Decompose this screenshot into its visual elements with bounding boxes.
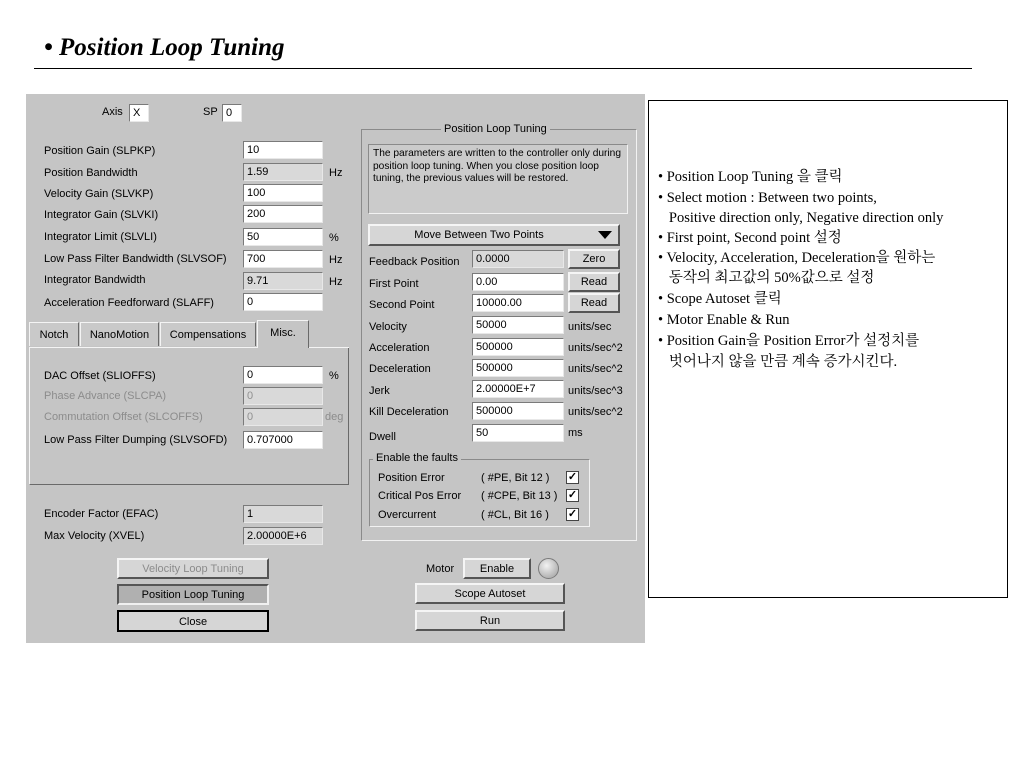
instruction-line: • Position Gain을 Position Error가 설정치를	[658, 333, 920, 349]
misc-unit: deg	[325, 411, 344, 423]
read-first-button[interactable]: Read	[568, 272, 620, 292]
instruction-line: • Select motion : Between two points,	[658, 190, 877, 206]
motion-param-unit: units/sec^2	[568, 363, 623, 375]
instruction-line: 벗어나지 않을 만큼 계속 증가시킨다.	[658, 354, 898, 370]
second-point-field[interactable]: 10000.00	[472, 294, 564, 312]
param-label: Acceleration Feedforward (SLAFF)	[44, 297, 214, 309]
instruction-line: • First point, Second point 설정	[658, 230, 842, 246]
tab-edge	[309, 347, 349, 348]
param-unit: %	[329, 232, 339, 244]
tab-misc[interactable]: Misc.	[257, 320, 309, 348]
misc-label: Commutation Offset (SLCOFFS)	[44, 411, 203, 423]
xvel-label: Max Velocity (XVEL)	[44, 530, 145, 542]
param-unit: Hz	[329, 276, 343, 288]
velocity-loop-tuning-button[interactable]: Velocity Loop Tuning	[117, 558, 269, 579]
motion-param-label: Kill Deceleration	[369, 406, 449, 418]
deceleration-field[interactable]: 500000	[472, 359, 564, 377]
dwell-field[interactable]: 50	[472, 424, 564, 442]
feedback-position-field: 0.0000	[472, 250, 564, 268]
instruction-line: • Motor Enable & Run	[658, 312, 790, 328]
misc-label: Phase Advance (SLCPA)	[44, 390, 167, 402]
scope-autoset-button[interactable]: Scope Autoset	[415, 583, 565, 604]
motion-param-label: Acceleration	[369, 342, 430, 354]
overcurrent-checkbox[interactable]: ✓	[567, 508, 578, 520]
efac-label: Encoder Factor (EFAC)	[44, 508, 159, 520]
motion-param-unit: units/sec^2	[568, 342, 623, 354]
integrator-bandwidth-field: 9.71	[243, 272, 323, 290]
critical-pos-error-checkbox[interactable]: ✓	[567, 489, 578, 501]
faults-title: Enable the faults	[373, 452, 461, 464]
velocity-gain-field[interactable]: 100	[243, 184, 323, 202]
motion-param-unit: units/sec^2	[568, 406, 623, 418]
info-text: The parameters are written to the controller only during position loop tuning. When you close position loop tuning, the previous values will be restored.	[373, 148, 622, 184]
tab-edge	[29, 347, 257, 348]
fault-label: Overcurrent	[378, 509, 437, 521]
velocity-field[interactable]: 50000	[472, 316, 564, 334]
chevron-down-icon	[598, 231, 612, 239]
efac-field: 1	[243, 505, 323, 523]
read-second-button[interactable]: Read	[568, 293, 620, 313]
position-error-checkbox[interactable]: ✓	[567, 471, 578, 483]
motion-param-label: Velocity	[369, 321, 407, 333]
tab-nanomotion[interactable]: NanoMotion	[80, 322, 159, 346]
fault-label: Position Error	[378, 472, 445, 484]
misc-unit: %	[329, 370, 339, 382]
motor-enable-button[interactable]: Enable	[463, 558, 531, 579]
axis-label: Axis	[102, 106, 123, 118]
position-loop-tuning-button[interactable]: Position Loop Tuning	[117, 584, 269, 605]
axis-field[interactable]: X	[129, 104, 149, 122]
run-button[interactable]: Run	[415, 610, 565, 631]
acceleration-field[interactable]: 500000	[472, 338, 564, 356]
motion-param-unit: ms	[568, 427, 583, 439]
jerk-field[interactable]: 2.00000E+7	[472, 380, 564, 398]
xvel-field: 2.00000E+6	[243, 527, 323, 545]
param-unit: Hz	[329, 254, 343, 266]
integrator-gain-field[interactable]: 200	[243, 205, 323, 223]
group-title: Position Loop Tuning	[441, 123, 550, 135]
fault-code: ( #CPE, Bit 13 )	[481, 490, 558, 502]
param-unit: Hz	[329, 167, 343, 179]
lpf-dumping-field[interactable]: 0.707000	[243, 431, 323, 449]
motion-param-label: Deceleration	[369, 363, 431, 375]
tab-compensations[interactable]: Compensations	[160, 322, 256, 346]
fault-code: ( #PE, Bit 12 )	[481, 472, 550, 484]
instruction-line: • Position Loop Tuning 을 클릭	[658, 169, 843, 185]
param-label: Integrator Limit (SLVLI)	[44, 231, 157, 243]
integrator-limit-field[interactable]: 50	[243, 228, 323, 246]
first-point-field[interactable]: 0.00	[472, 273, 564, 291]
tab-notch[interactable]: Notch	[29, 322, 79, 346]
instruction-line: • Velocity, Acceleration, Deceleration을 원하는	[658, 250, 936, 266]
motion-param-unit: units/sec	[568, 321, 612, 333]
motor-status-led	[538, 558, 559, 579]
motion-param-label: Dwell	[369, 431, 396, 443]
instruction-line: • Scope Autoset 클릭	[658, 291, 782, 307]
param-label: Integrator Gain (SLVKI)	[44, 209, 159, 221]
param-label: Integrator Bandwidth	[44, 274, 146, 286]
lpf-bandwidth-field[interactable]: 700	[243, 250, 323, 268]
fault-label: Critical Pos Error	[378, 490, 462, 502]
position-gain-field[interactable]: 10	[243, 141, 323, 159]
motion-param-unit: units/sec^3	[568, 385, 623, 397]
param-label: Low Pass Filter Bandwidth (SLVSOF)	[44, 253, 227, 265]
param-label: Position Gain (SLPKP)	[44, 145, 156, 157]
zero-button[interactable]: Zero	[568, 249, 620, 269]
misc-label: Low Pass Filter Dumping (SLVSOFD)	[44, 434, 228, 446]
fault-code: ( #CL, Bit 16 )	[481, 509, 549, 521]
instruction-line: Positive direction only, Negative direction only	[658, 210, 944, 226]
commutation-offset-field: 0	[243, 408, 323, 426]
param-label: Velocity Gain (SLVKP)	[44, 188, 154, 200]
instruction-line: 동작의 최고값의 50%값으로 설정	[658, 270, 875, 286]
accel-feedforward-field[interactable]: 0	[243, 293, 323, 311]
title-underline	[34, 68, 972, 69]
motor-label: Motor	[426, 563, 455, 575]
first-point-label: First Point	[369, 278, 419, 290]
sp-field[interactable]: 0	[222, 104, 242, 122]
motion-mode-select[interactable]: Move Between Two Points	[368, 224, 620, 246]
kill-deceleration-field[interactable]: 500000	[472, 402, 564, 420]
motion-param-label: Jerk	[369, 385, 390, 397]
position-bandwidth-field: 1.59	[243, 163, 323, 181]
param-label: Position Bandwidth	[44, 167, 138, 179]
close-button[interactable]: Close	[117, 610, 269, 632]
second-point-label: Second Point	[369, 299, 435, 311]
dac-offset-field[interactable]: 0	[243, 366, 323, 384]
phase-advance-field: 0	[243, 387, 323, 405]
misc-label: DAC Offset (SLIOFFS)	[44, 370, 156, 382]
feedback-label: Feedback Position	[369, 256, 460, 268]
slide-title: • Position Loop Tuning	[44, 34, 285, 61]
sp-label: SP	[203, 106, 218, 118]
